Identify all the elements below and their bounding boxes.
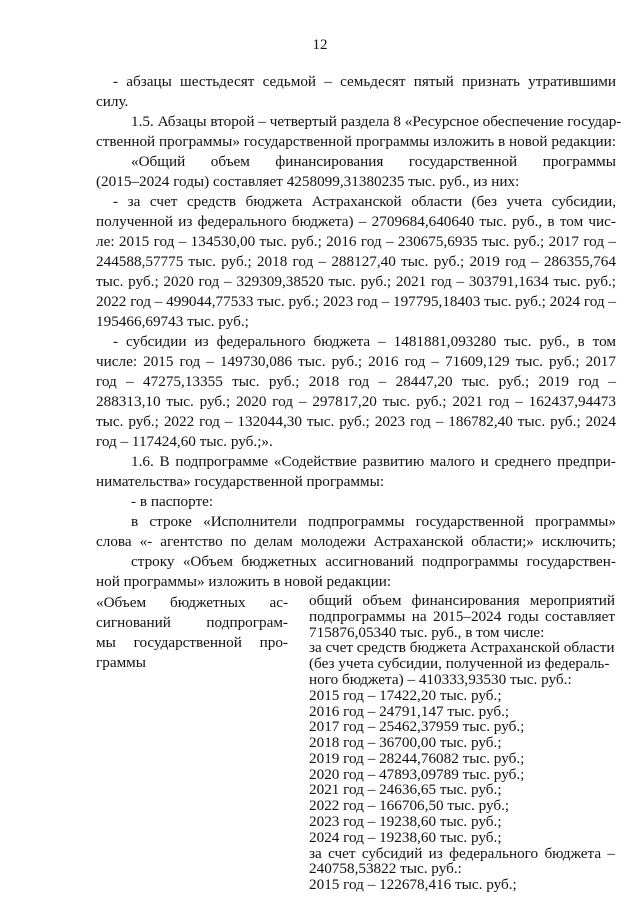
text-line-10: 244588,57775 тыс. руб.; 2018 год – 288127,40 тыс. руб.; 2019 год – 286355,764 (96, 253, 616, 270)
table-right-line-15: 2023 год – 19238,60 тыс. руб.; (309, 813, 502, 831)
table-right-line-18: 240758,53822 тыс. руб.: (309, 860, 462, 878)
text-line-23: в строке «Исполнители подпрограммы государственной программы» (131, 513, 616, 530)
table-right-line-8: 2016 год – 24791,147 тыс. руб.; (309, 702, 510, 720)
text-line-12: 2022 год – 499044,77533 тыс. руб.; 2023 год – 197795,18403 тыс. руб.; 2024 год – (96, 293, 616, 310)
table-right-line-11: 2019 год – 28244,76082 тыс. руб.; (309, 749, 525, 767)
text-line-22: - в паспорте: (131, 493, 214, 510)
text-line-6: (2015–2024 годы) составляет 4258099,31380235 тыс. руб., из них: (96, 173, 520, 190)
text-line-3: 1.5. Абзацы второй – четвертый раздела 8 «Ресурсное обеспечение государ- (131, 113, 622, 130)
table-right-line-16: 2024 год – 19238,60 тыс. руб.; (309, 828, 502, 846)
text-line-14: - субсидии из федерального бюджета – 1481881,093280 тыс. руб., в том (113, 333, 616, 350)
table-left-line-3: мы государственной про- (96, 634, 288, 651)
text-line-16: год – 47275,13355 тыс. руб.; 2018 год – 28447,20 тыс. руб.; 2019 год – (96, 373, 616, 390)
text-line-7: - за счет средств бюджета Астраханской области (без учета субсидии, (113, 193, 616, 210)
text-line-21: нимательства» государственной программы: (96, 473, 385, 490)
text-line-8: полученной из федерального бюджета) – 2709684,640640 тыс. руб., в том чис- (96, 213, 616, 230)
text-line-17: 288313,10 тыс. руб.; 2020 год – 297817,20 тыс. руб.; 2021 год – 162437,94473 (96, 393, 616, 410)
text-line-13: 195466,69743 тыс. руб.; (96, 313, 249, 330)
table-left-line-4: граммы (96, 654, 146, 671)
table-right-line-2: подпрограммы на 2015–2024 годы составляет (309, 607, 615, 625)
text-line-9: ле: 2015 год – 134530,00 тыс. руб.; 2016 год – 230675,6935 тыс. руб.; 2017 год – (96, 233, 616, 250)
text-line-26: ной программы» изложить в новой редакции: (96, 573, 392, 590)
page-number: 12 (312, 37, 328, 53)
table-right-line-13: 2021 год – 24636,65 тыс. руб.; (309, 781, 502, 799)
table-right-line-7: 2015 год – 17422,20 тыс. руб.; (309, 686, 502, 704)
table-right-line-10: 2018 год – 36700,00 тыс. руб.; (309, 734, 502, 752)
table-right-line-5: (без учета субсидии, полученной из федераль- (309, 655, 610, 673)
table-right-line-4: за счет средств бюджета Астраханской области (309, 639, 615, 657)
table-left-line-2: сигнований подпрограм- (96, 614, 288, 631)
text-line-24: слова «- агентство по делам молодежи Астраханской области;» исключить; (96, 533, 616, 550)
text-line-19: год – 117424,60 тыс. руб.;». (96, 433, 273, 450)
table-right-line-6: ного бюджета) – 410333,93530 тыс. руб.: (309, 670, 572, 688)
table-right-line-19: 2015 год – 122678,416 тыс. руб.; (309, 876, 517, 894)
text-line-2: силу. (96, 93, 129, 110)
text-line-5: «Общий объем финансирования государственной программы (131, 153, 616, 170)
text-line-11: тыс. руб.; 2020 год – 329309,38520 тыс. руб.; 2021 год – 303791,1634 тыс. руб.; (96, 273, 616, 290)
table-right-line-17: за счет субсидий из федерального бюджета – (309, 844, 615, 862)
table-right-line-9: 2017 год – 25462,37959 тыс. руб.; (309, 718, 525, 736)
text-line-25: строку «Объем бюджетных ассигнований подпрограммы государствен- (131, 553, 616, 570)
text-line-20: 1.6. В подпрограмме «Содействие развитию малого и среднего предпри- (131, 453, 616, 470)
table-right-line-12: 2020 год – 47893,09789 тыс. руб.; (309, 765, 525, 783)
text-line-18: тыс. руб.; 2022 год – 132044,30 тыс. руб.; 2023 год – 186782,40 тыс. руб.; 2024 (96, 413, 616, 430)
text-line-4: ственной программы» государственной программы изложить в новой редакции: (96, 133, 616, 150)
table-right-line-14: 2022 год – 166706,50 тыс. руб.; (309, 797, 510, 815)
text-line-1: - абзацы шестьдесят седьмой – семьдесят пятый признать утратившими (113, 73, 616, 90)
table-right-line-1: общий объем финансирования мероприятий (309, 592, 615, 609)
table-right-line-3: 715876,05340 тыс. руб., в том числе: (309, 623, 545, 641)
table-left-line-1: «Объем бюджетных ас- (96, 594, 288, 611)
text-line-15: числе: 2015 год – 149730,086 тыс. руб.; 2016 год – 71609,129 тыс. руб.; 2017 (96, 353, 616, 370)
